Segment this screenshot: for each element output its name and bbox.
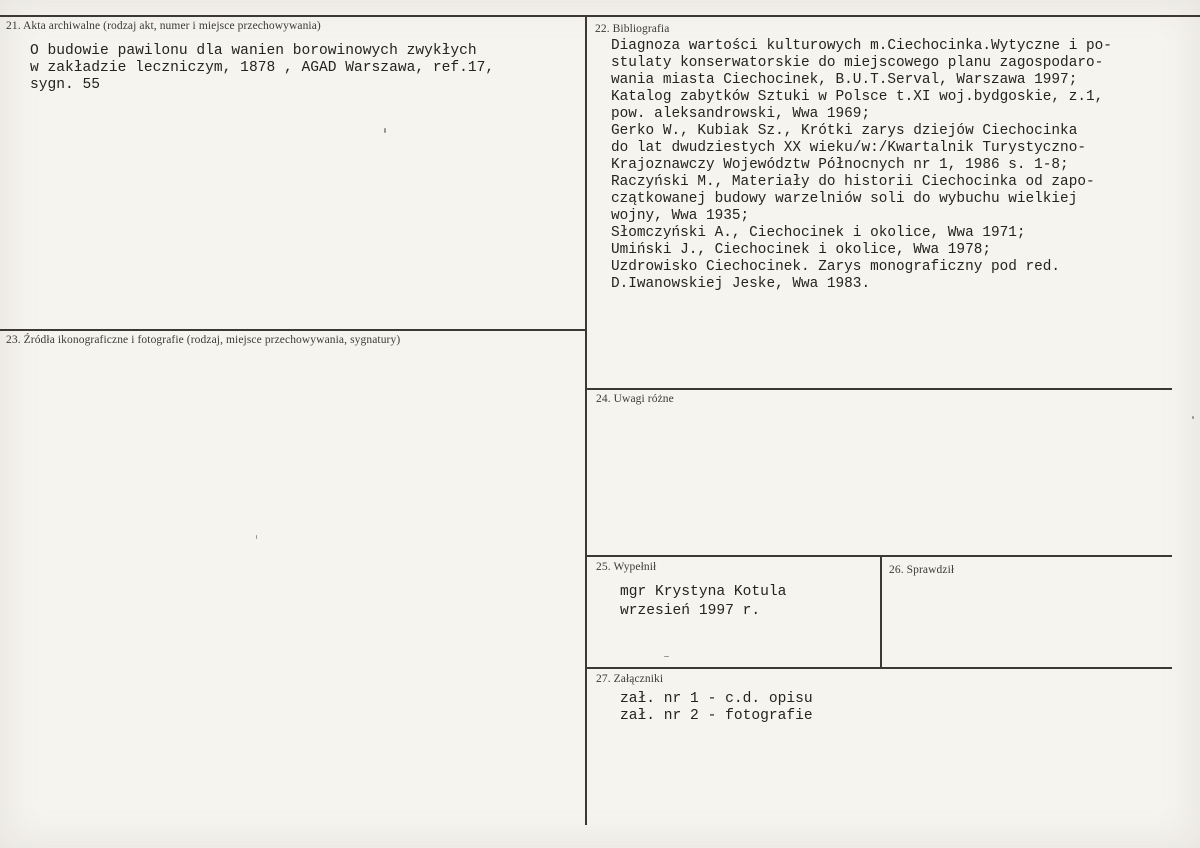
divider-25-26	[880, 556, 882, 668]
text-line: sygn. 55	[30, 77, 101, 93]
section-21-text	[30, 43, 494, 94]
paper-speck	[384, 128, 386, 133]
section-25-label: 25. Wypełnił	[596, 561, 657, 573]
text-line: Umiński J., Ciechocinek i okolice, Wwa 1978;	[611, 242, 991, 258]
text-line: Krajoznawczy Województw Północnych nr 1, 1986 s. 1-8;	[611, 157, 1069, 173]
text-line: stulaty konserwatorskie do miejscowego planu zagospodaro-	[611, 55, 1104, 71]
text-line: zał. nr 1 - c.d. opisu	[620, 691, 813, 707]
text-line: wojny, Wwa 1935;	[611, 208, 750, 224]
text-line: wrzesień 1997 r.	[620, 603, 761, 619]
text-line: w zakładzie leczniczym, 1878 , AGAD Warszawa, ref.17,	[30, 60, 495, 76]
section-27-text	[620, 691, 813, 725]
text-line: czątkowanej budowy warzelniów soli do wybuchu wielkiej	[611, 191, 1078, 207]
section-23-label: 23. Źródła ikonograficzne i fotografie (rodzaj, miejsce przechowywania, sygnatury)	[6, 334, 401, 346]
rule-21-23	[0, 329, 586, 331]
rule-25-27	[586, 667, 1172, 669]
rule-24-25	[586, 555, 1172, 557]
section-24-label: 24. Uwagi różne	[596, 393, 674, 405]
text-line: Słomczyński A., Ciechocinek i okolice, Wwa 1971;	[611, 225, 1026, 241]
text-line: O budowie pawilonu dla wanien borowinowych zwykłych	[30, 43, 477, 59]
top-rule	[0, 15, 1200, 17]
text-line: mgr Krystyna Kotula	[620, 584, 787, 600]
text-line: Katalog zabytków Sztuki w Polsce t.XI woj.bydgoskie, z.1,	[611, 89, 1104, 105]
text-line: Raczyński M., Materiały do historii Ciechocinka od zapo-	[611, 174, 1095, 190]
section-26-label: 26. Sprawdził	[889, 564, 955, 576]
section-27-label: 27. Załączniki	[596, 673, 664, 685]
section-22-label: 22. Bibliografia	[595, 23, 670, 35]
right-edge-rule	[1172, 15, 1200, 17]
paper-speck	[664, 656, 669, 657]
paper-speck	[1192, 416, 1194, 419]
text-line: wania miasta Ciechocinek, B.U.T.Serval, Warszawa 1997;	[611, 72, 1078, 88]
section-25-text	[620, 583, 786, 621]
center-divider	[585, 15, 587, 825]
text-line: do lat dwudziestych XX wieku/w:/Kwartalnik Turystyczno-	[611, 140, 1086, 156]
text-line: D.Iwanowskiej Jeske, Wwa 1983.	[611, 276, 871, 292]
text-line: Diagnoza wartości kulturowych m.Ciechocinka.Wytyczne i po-	[611, 38, 1112, 54]
text-line: pow. aleksandrowski, Wwa 1969;	[611, 106, 871, 122]
text-line: Uzdrowisko Ciechocinek. Zarys monograficzny pod red.	[611, 259, 1061, 275]
rule-22-24	[586, 388, 1172, 390]
text-line: zał. nr 2 - fotografie	[620, 708, 813, 724]
paper-speck	[256, 535, 257, 539]
section-22-text	[611, 38, 1112, 293]
section-21-label: 21. Akta archiwalne (rodzaj akt, numer i miejsce przechowywania)	[6, 20, 321, 32]
text-line: Gerko W., Kubiak Sz., Krótki zarys dziejów Ciechocinka	[611, 123, 1078, 139]
